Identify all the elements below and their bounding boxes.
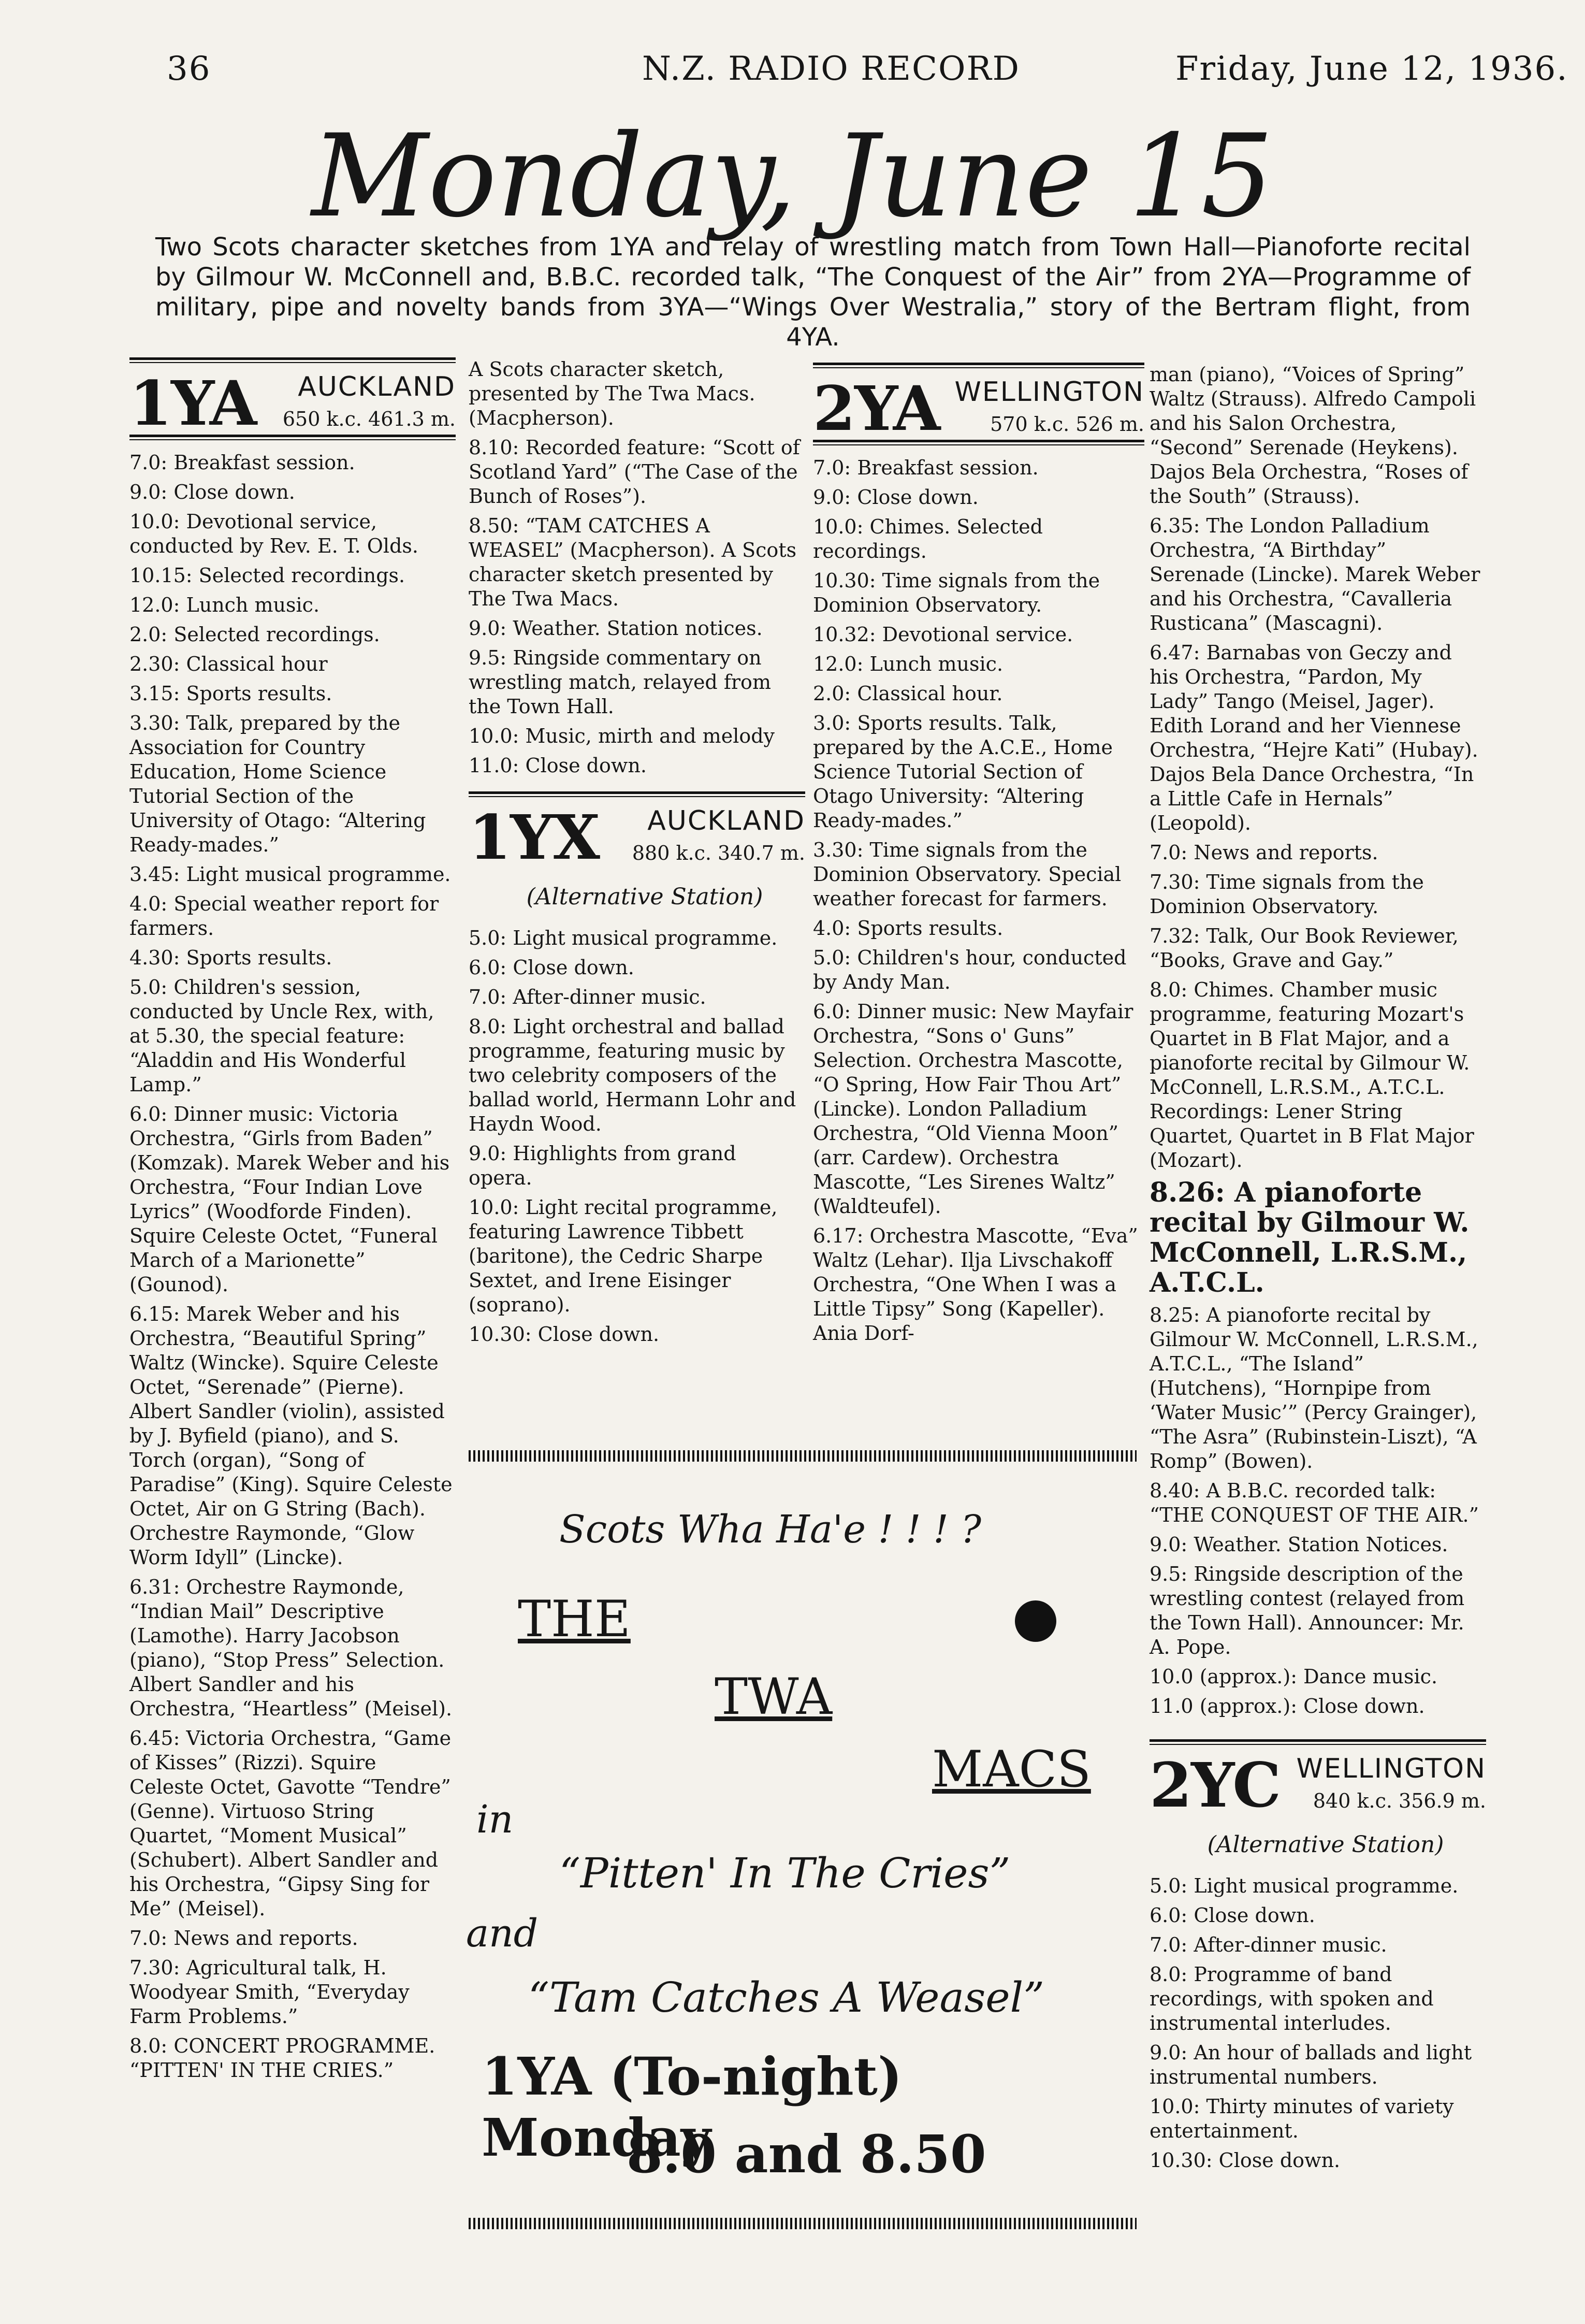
programme-item: 7.30: Time signals from the Dominion Observatory. — [1150, 871, 1424, 918]
ad-and: and — [466, 1911, 539, 1956]
programme-item: 10.32: Devotional service. — [813, 623, 1073, 646]
programme-item: 12.0: Lunch music. — [813, 653, 1004, 675]
ad-show-2: “Tam Catches A Weasel” — [528, 1973, 1045, 2022]
station-frequency: 650 k.c. 461.3 m. — [282, 408, 456, 430]
programme-item: 6.0: Close down. — [1150, 1904, 1315, 1927]
ad-in: in — [476, 1797, 514, 1842]
programme-item: 9.0: Weather. Station Notices. — [1150, 1533, 1448, 1556]
programme-item: 11.0 (approx.): Close down. — [1150, 1695, 1425, 1717]
intro-paragraph: Two Scots character sketches from 1YA and relay of wrestling match from Town Hall—Pianoforte recital by Gilmour W. McConnell and, B.B.C. recorded talk, “The Conquest of the Air” from 2YA—Programme of military, pipe and novelty bands from 3YA—“Wings Over Westralia,” story of the Bertram flight, from 4YA. — [155, 233, 1471, 352]
programme-item: 10.0: Devotional service, conducted by Rev. E. T. Olds. — [129, 510, 418, 557]
column-2ya — [813, 363, 1144, 1351]
programme-item: 5.0: Light musical programme. — [469, 927, 778, 949]
programme-item: 8.0: CONCERT PROGRAMME. “PITTEN' IN THE CRIES.” — [129, 2034, 435, 2082]
programme-item: 10.0: Chimes. Selected recordings. — [813, 515, 1043, 562]
programme-item: 2.0: Selected recordings. — [129, 623, 380, 646]
programme-item: 3.30: Talk, prepared by the Association for Country Education, Home Science Tutorial Section of the University of Otago: “Altering Ready-mades.” — [129, 712, 426, 856]
issue-date: Friday, June 12, 1936. — [1175, 50, 1568, 88]
ad-the: THE — [518, 1590, 631, 1648]
programme-item: 7.0: After-dinner music. — [1150, 1933, 1387, 1956]
programme-item: 8.40: A B.B.C. recorded talk: “THE CONQUEST OF THE AIR.” — [1150, 1479, 1479, 1526]
station-header-1yx — [469, 791, 805, 911]
station-header-2yc — [1150, 1739, 1486, 1858]
programme-item: 5.0: Children's session, conducted by Uncle Rex, with, at 5.30, the special feature: “Aladdin and His Wonderful Lamp.” — [129, 976, 434, 1096]
column-2ya-continued — [1150, 363, 1486, 2178]
station-frequency: 880 k.c. 340.7 m. — [632, 842, 805, 864]
ad-macs: MACS — [932, 1740, 1091, 1798]
programme-item: 6.47: Barnabas von Geczy and his Orchestra, “Pardon, My Lady” Tango (Meisel, Jager). Edith Lorand and her Viennese Orchestra, “Hejre Kati” (Hubay). Dajos Bela Dance Orchestra, “In a Little Cafe in Hernals” (Leopold). — [1150, 641, 1478, 834]
station-header-1ya — [129, 357, 456, 439]
programme-item: 8.0: Programme of band recordings, with spoken and instrumental interludes. — [1150, 1963, 1434, 2034]
station-frequency: 570 k.c. 526 m. — [990, 413, 1144, 436]
programme-item: 7.0: After-dinner music. — [469, 986, 706, 1008]
station-code: 2YC — [1150, 1749, 1281, 1821]
ad-dot-icon — [1015, 1600, 1056, 1642]
programme-item: 3.0: Sports results. Talk, prepared by the A.C.E., Home Science Tutorial Section of Otago University: “Altering Ready-mades.” — [813, 712, 1113, 832]
programme-list — [1150, 1303, 1486, 1719]
programme-item: 6.31: Orchestre Raymonde, “Indian Mail” Descriptive (Lamothe). Harry Jacobson (piano), “Stop Press” Selection. Albert Sandler and his Orchestra, “Heartless” (Meisel). — [129, 1576, 453, 1720]
ad-twa: TWA — [715, 1668, 833, 1726]
programme-item: 10.0: Light recital programme, featuring Lawrence Tibbett (baritone), the Cedric Sharpe Sextet, and Irene Eisinger (soprano). — [469, 1196, 778, 1316]
programme-item: 10.0 (approx.): Dance music. — [1150, 1665, 1438, 1688]
station-city: AUCKLAND — [298, 371, 456, 402]
scots-ad — [466, 1466, 1139, 2212]
programme-item: 11.0: Close down. — [469, 754, 647, 777]
station-note: (Alternative Station) — [1207, 1831, 1444, 1858]
station-code: 2YA — [813, 372, 940, 444]
programme-item: 6.17: Orchestra Mascotte, “Eva” Waltz (Lehar). Ilja Livschakoff Orchestra, “One When I was a Little Tipsy” Song (Kapeller). Ania Dorf- — [813, 1224, 1138, 1345]
programme-item: 8.0: Chimes. Chamber music programme, featuring Mozart's Quartet in B Flat Major, and a pianoforte recital by Gilmour W. McConnell, L.R.S.M., A.T.C.L. Recordings: Lener String Quartet, Quartet in B Flat Major (Mozart). — [1150, 978, 1474, 1172]
page-number: 36 — [167, 50, 211, 88]
programme-item: 4.30: Sports results. — [129, 946, 332, 969]
page-title: Monday, June 15 — [311, 110, 1274, 242]
station-code: 1YA — [129, 367, 256, 439]
programme-item: 10.30: Close down. — [469, 1323, 660, 1346]
programme-list — [1150, 363, 1486, 1173]
programme-item: 10.30: Time signals from the Dominion Observatory. — [813, 569, 1100, 616]
programme-list — [469, 926, 805, 1347]
programme-item: 2.30: Classical hour — [129, 653, 328, 675]
ad-headline: Scots Wha Ha'e ! ! ! ? — [559, 1507, 982, 1552]
programme-item: 3.30: Time signals from the Dominion Observatory. Special weather forecast for farmers. — [813, 839, 1122, 910]
station-code: 1YX — [469, 801, 599, 873]
programme-item: 6.0: Dinner music: New Mayfair Orchestra, “Sons o' Guns” Selection. Orchestra Mascotte, “O Spring, How Fair Thou Art” (Lincke). London Palladium Orchestra, “Old Vienna Moon” (arr. Cardew). Orchestra Mascotte, “Les Sirenes Waltz” (Waldteufel). — [813, 1000, 1133, 1218]
programme-item: 6.0: Close down. — [469, 956, 634, 979]
programme-item: 8.50: “TAM CATCHES A WEASEL” (Macpherson). A Scots character sketch presented by The Twa Macs. — [469, 514, 797, 610]
station-header-2ya — [813, 363, 1144, 444]
programme-list — [813, 456, 1144, 1346]
programme-item: 3.45: Light musical programme. — [129, 863, 451, 886]
programme-item: 8.25: A pianoforte recital by Gilmour W. McConnell, L.R.S.M., A.T.C.L., “The Island” (Hutchens), “Hornpipe from ‘Water Music’” (Percy Grainger), “The Asra” (Rubinstein-Liszt), “A Romp” (Bowen). — [1150, 1304, 1478, 1473]
programme-item: 9.0: An hour of ballads and light instrumental numbers. — [1150, 2041, 1472, 2088]
programme-item: A Scots character sketch, presented by The Twa Macs. (Macpherson). — [469, 358, 755, 429]
programme-item: 9.0: Close down. — [129, 481, 295, 503]
programme-item: 6.35: The London Palladium Orchestra, “A Birthday” Serenade (Lincke). Marek Weber and his Orchestra, “Cavalleria Rusticana” (Mascagni). — [1150, 514, 1480, 634]
ad-times: 8.0 and 8.50 — [627, 2124, 986, 2185]
programme-item: 10.15: Selected recordings. — [129, 564, 405, 587]
programme-item: 8.10: Recorded feature: “Scott of Scotland Yard” (“The Case of the Bunch of Roses”). — [469, 436, 800, 508]
programme-item: 12.0: Lunch music. — [129, 594, 320, 616]
station-note: (Alternative Station) — [526, 884, 763, 910]
programme-item: 7.0: Breakfast session. — [129, 451, 355, 474]
programme-item: 10.30: Close down. — [1150, 2149, 1341, 2172]
programme-item: 5.0: Children's hour, conducted by Andy Man. — [813, 946, 1127, 993]
ad-show-1: “Pitten' In The Cries” — [559, 1849, 1011, 1897]
programme-item: 7.0: Breakfast session. — [813, 456, 1039, 479]
programme-item: 9.0: Highlights from grand opera. — [469, 1142, 736, 1189]
ad-top-border — [469, 1450, 1137, 1462]
station-city: WELLINGTON — [1296, 1753, 1486, 1784]
column-1yа — [129, 357, 456, 2088]
programme-item: 3.15: Sports results. — [129, 682, 332, 705]
programme-item: 6.45: Victoria Orchestra, “Game of Kisses” (Rizzi). Squire Celeste Octet, Gavotte “Tendre” (Genne). Virtuoso String Quartet, “Moment Musical” (Schubert). Albert Sandler and his Orchestra, “Gipsy Sing for Me” (Meisel). — [129, 1727, 452, 1920]
programme-item: 2.0: Classical hour. — [813, 682, 1003, 705]
programme-list — [1150, 1874, 1486, 2173]
programme-list — [469, 357, 805, 778]
programme-item: 9.0: Weather. Station notices. — [469, 617, 763, 640]
publication-name: N.Z. RADIO RECORD — [642, 50, 1020, 88]
recital-headline: 8.26: A pianoforte recital by Gilmour W. McConnell, L.R.S.M., A.T.C.L. — [1150, 1177, 1470, 1298]
column-1ya-continued — [469, 357, 805, 1352]
station-city: WELLINGTON — [954, 377, 1144, 408]
programme-item: 9.5: Ringside description of the wrestling contest (relayed from the Town Hall). Announcer: Mr. A. Pope. — [1150, 1563, 1465, 1658]
ad-bottom-border — [469, 2218, 1137, 2229]
station-frequency: 840 k.c. 356.9 m. — [1313, 1789, 1486, 1812]
programme-item: 7.0: News and reports. — [129, 1927, 358, 1950]
programme-item: 8.0: Light orchestral and ballad programme, featuring music by two celebrity composers of the ballad world, Hermann Lohr and Haydn Wood. — [469, 1015, 796, 1135]
programme-item: 6.15: Marek Weber and his Orchestra, “Beautiful Spring” Waltz (Wincke). Squire Celeste Octet, “Serenade” (Pierne). Albert Sandler (violin), assisted by J. Byfield (piano), and S. Torch (organ), “Song of Paradise” (King). Squire Celeste Octet, Air on G String (Bach). Orchestre Raymonde, “Glow Worm Idyll” (Lincke). — [129, 1303, 453, 1569]
ad-station-line: 1YA (To-night) Monday — [482, 2046, 903, 2168]
programme-item: 6.0: Dinner music: Victoria Orchestra, “Girls from Baden” (Komzak). Marek Weber and his Orchestra, “Four Indian Love Lyrics” (Woodforde Finden). Squire Celeste Octet, “Funeral March of a Marionette” (Gounod). — [129, 1103, 450, 1296]
programme-item: 9.5: Ringside commentary on wrestling match, relayed from the Town Hall. — [469, 646, 771, 718]
programme-item: 10.0: Thirty minutes of variety entertainment. — [1150, 2095, 1454, 2142]
station-city: AUCKLAND — [647, 805, 805, 836]
programme-item: 7.0: News and reports. — [1150, 841, 1378, 864]
programme-list — [129, 451, 456, 2083]
programme-item: 10.0: Music, mirth and melody — [469, 725, 775, 747]
programme-item: 9.0: Close down. — [813, 486, 979, 509]
programme-item: 4.0: Special weather report for farmers. — [129, 892, 439, 940]
programme-item: 7.32: Talk, Our Book Reviewer, “Books, Grave and Gay.” — [1150, 925, 1459, 972]
programme-item: 5.0: Light musical programme. — [1150, 1874, 1459, 1897]
programme-item: man (piano), “Voices of Spring” Waltz (Strauss). Alfredo Campoli and his Salon Orchestra, “Second” Serenade (Heykens). Dajos Bela Orchestra, “Roses of the South” (Strauss). — [1150, 363, 1476, 508]
programme-item: 7.30: Agricultural talk, H. Woodyear Smith, “Everyday Farm Problems.” — [129, 1956, 410, 2028]
programme-item: 4.0: Sports results. — [813, 917, 1004, 940]
